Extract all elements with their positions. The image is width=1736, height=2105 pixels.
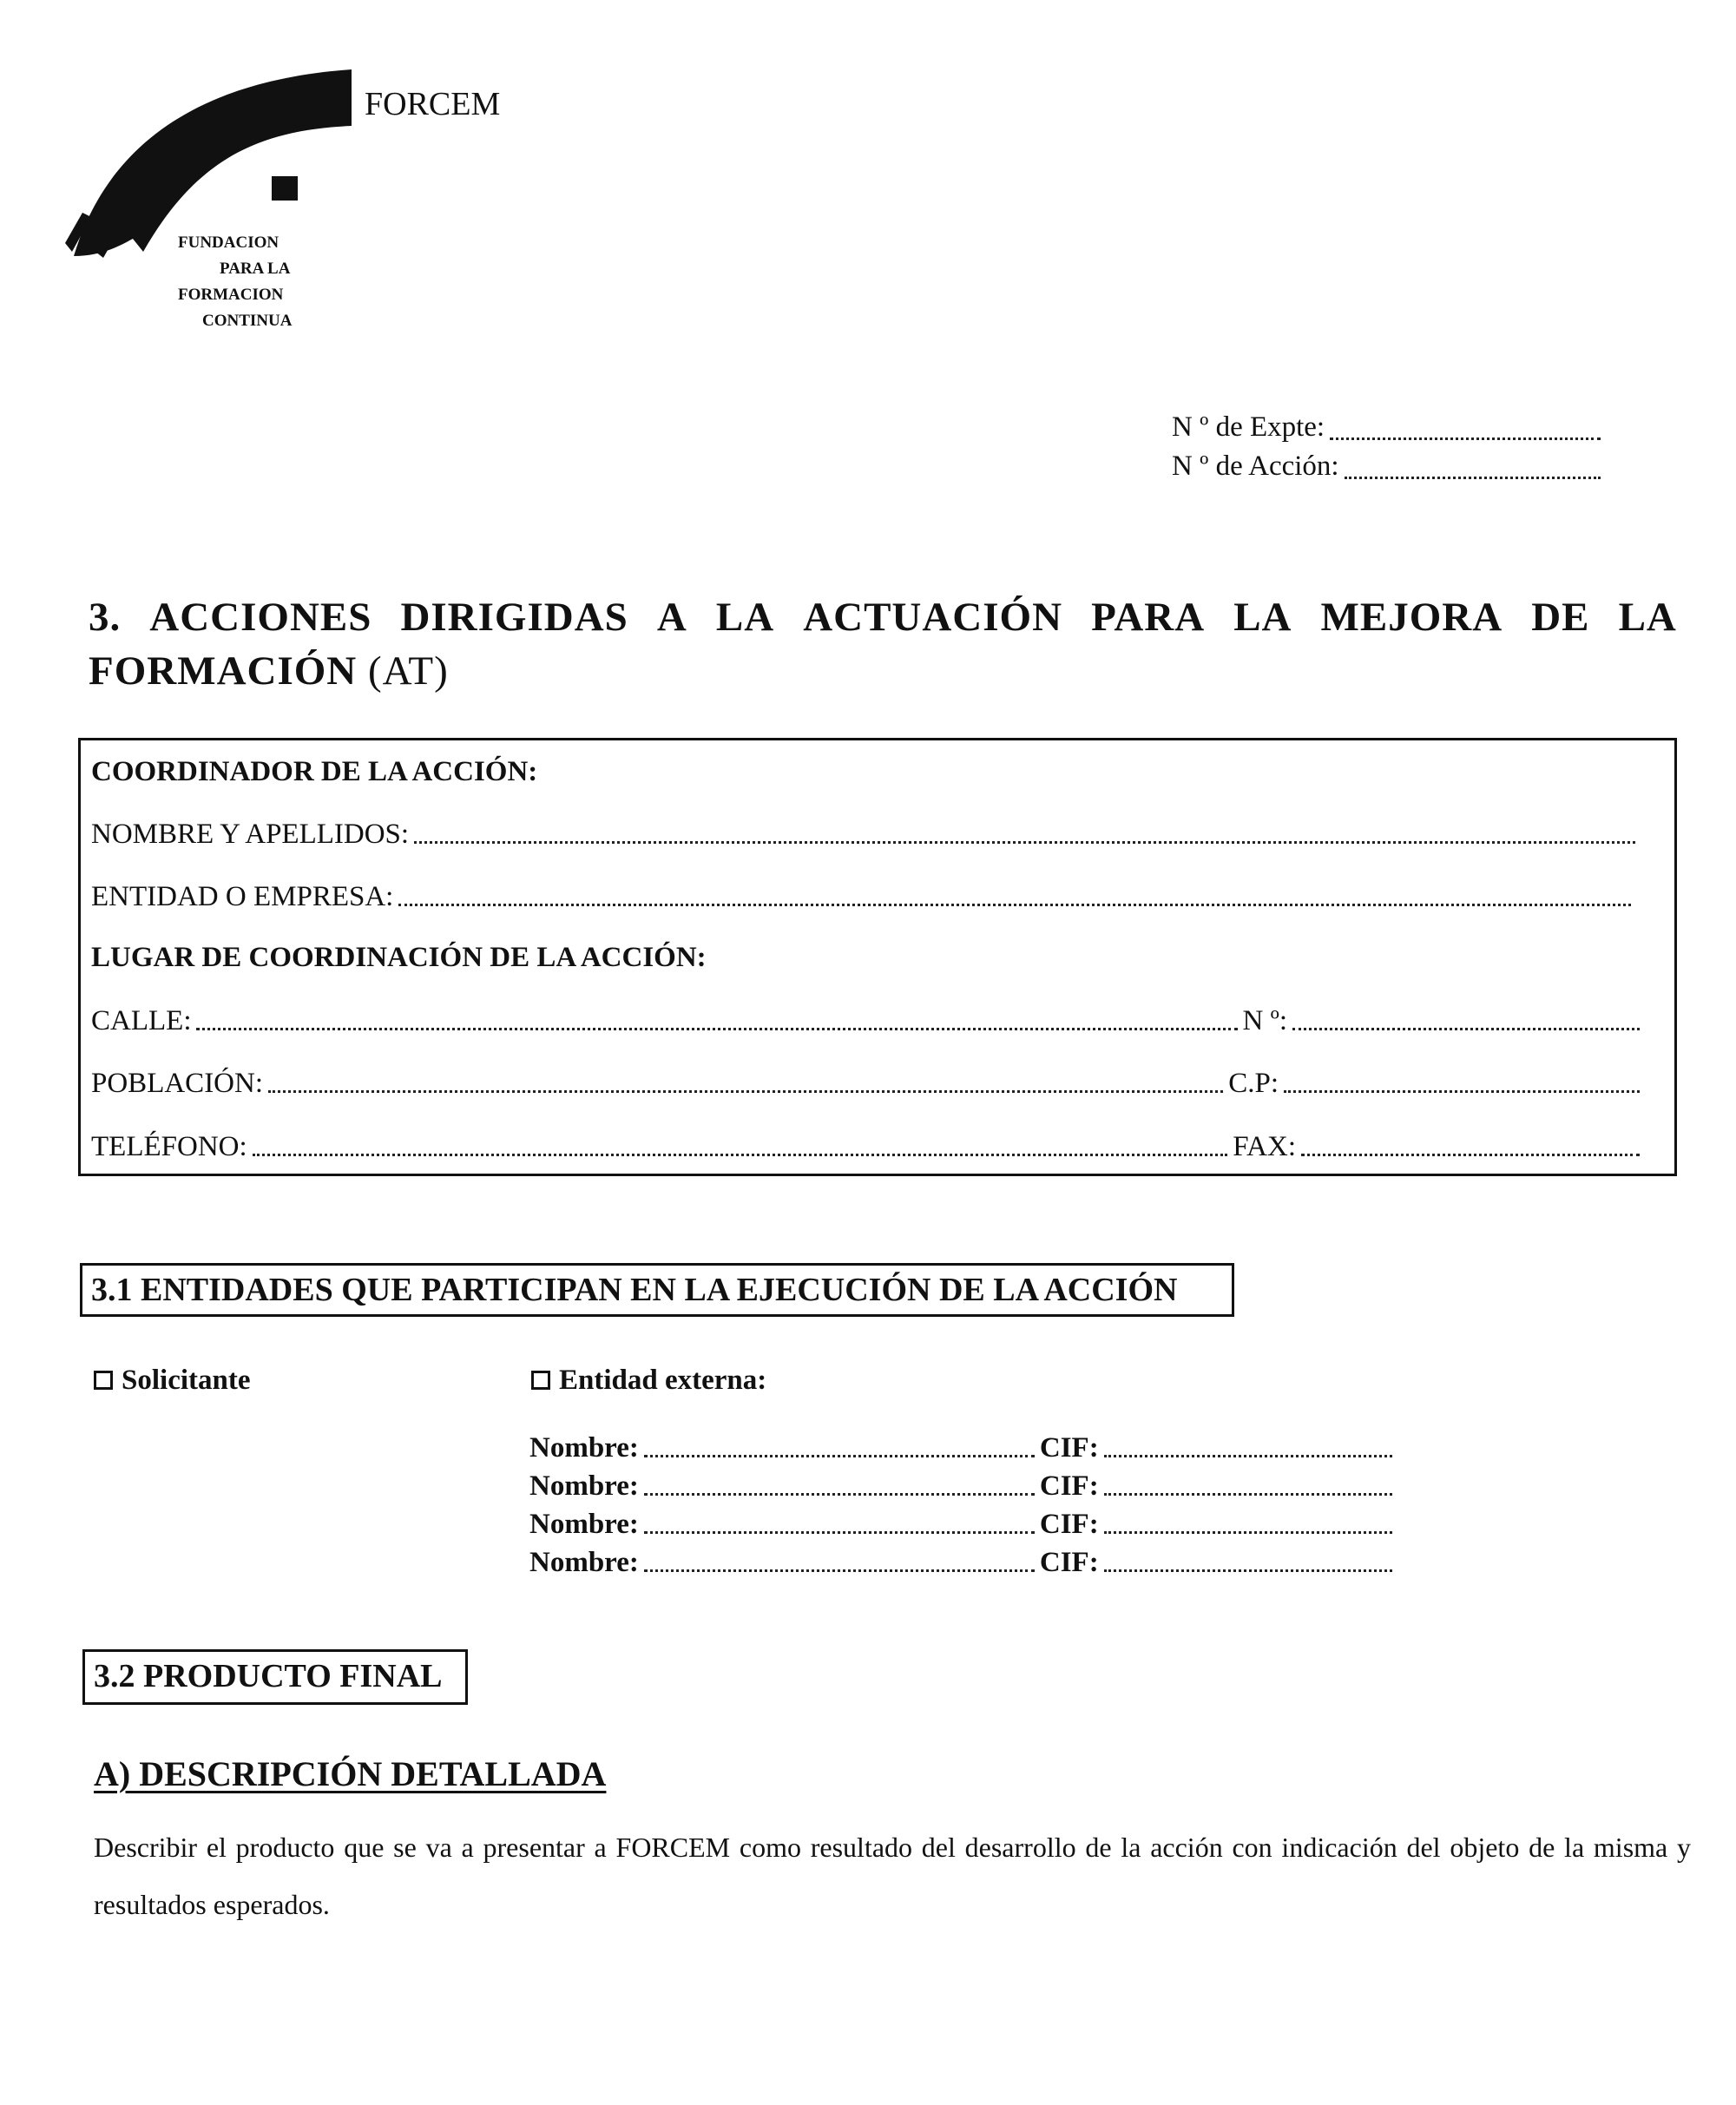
entity-cif-label: CIF: (1039, 1547, 1099, 1578)
title-word: DE (1531, 595, 1590, 640)
entity-cif-label: CIF: (1039, 1470, 1099, 1502)
title-line-2 (89, 644, 1677, 698)
entity-cif-label: CIF: (1039, 1509, 1099, 1540)
entity-dotted-line[interactable] (398, 904, 1631, 906)
town-dotted-line[interactable] (268, 1090, 1223, 1093)
entity-field[interactable] (91, 881, 1636, 913)
phone-row (91, 1131, 1645, 1163)
entity-name-label: Nombre: (529, 1470, 639, 1502)
title-word: A (656, 595, 687, 640)
town-row (91, 1068, 1645, 1100)
postcode-label: C.P: (1228, 1068, 1279, 1099)
name-dotted-line[interactable] (414, 841, 1635, 844)
title-word: MEJORA (1320, 595, 1503, 640)
street-dotted-line[interactable] (196, 1028, 1237, 1030)
entity-label: ENTIDAD O EMPRESA: (91, 881, 394, 912)
entity-name-dotted-line[interactable] (644, 1455, 1035, 1457)
accion-label: N º de Acción: (1172, 451, 1339, 482)
title-word: ACCIONES (149, 595, 372, 640)
name-label: NOMBRE Y APELLIDOS: (91, 819, 410, 850)
section-32-title: 3.2 PRODUCTO FINAL (82, 1649, 468, 1705)
title-bold-part: FORMACIÓN (89, 648, 358, 694)
external-checkbox[interactable] (531, 1371, 550, 1390)
town-label: POBLACIÓN: (91, 1068, 264, 1099)
title-line-1 (89, 590, 1677, 644)
fax-dotted-line[interactable] (1301, 1154, 1640, 1156)
accion-field[interactable] (1172, 447, 1606, 486)
coordinator-heading: COORDINADOR DE LA ACCIÓN: (91, 756, 538, 787)
description-text: Describir el producto que se va a presentar a FORCEM como resultado del desarrollo de la acción con indicación del objeto de la misma y resultados esperados. (94, 1832, 1691, 1920)
title-word: 3. (89, 595, 122, 640)
entity-row (529, 1509, 1397, 1541)
street-row (91, 1005, 1645, 1037)
description-heading: A) DESCRIPCIÓN DETALLADA (94, 1754, 607, 1793)
section-31-title: 3.1 ENTIDADES QUE PARTICIPAN EN LA EJECUCIÓN DE LA ACCIÓN (80, 1263, 1234, 1317)
entity-name-label: Nombre: (529, 1432, 639, 1464)
number-label: N º: (1242, 1005, 1287, 1036)
entity-cif-dotted-line[interactable] (1104, 1569, 1392, 1572)
title-abbreviation: (AT) (368, 648, 449, 694)
entity-cif-dotted-line[interactable] (1104, 1531, 1392, 1534)
logo-subtitle-line: CONTINUA (202, 312, 293, 330)
option-applicant[interactable] (94, 1365, 250, 1397)
title-word: LA (715, 595, 775, 640)
option-external[interactable] (531, 1365, 766, 1397)
expediente-label: N º de Expte: (1172, 411, 1325, 443)
fax-label: FAX: (1233, 1131, 1296, 1162)
entity-cif-dotted-line[interactable] (1104, 1455, 1392, 1457)
logo-subtitle-line: FUNDACION (178, 234, 279, 252)
brand-name: FORCEM (365, 86, 501, 122)
postcode-dotted-line[interactable] (1284, 1090, 1640, 1093)
title-word: LA (1618, 595, 1677, 640)
logo-subtitle-line: PARA LA (220, 260, 291, 278)
logo-subtitle (178, 230, 292, 334)
expediente-field[interactable] (1172, 408, 1606, 447)
applicant-label: Solicitante (122, 1365, 251, 1396)
title-word: PARA (1091, 595, 1206, 640)
entity-name-label: Nombre: (529, 1509, 639, 1540)
phone-label: TELÉFONO: (91, 1131, 247, 1162)
applicant-checkbox[interactable] (94, 1371, 113, 1390)
entity-name-label: Nombre: (529, 1547, 639, 1578)
logo-subtitle-line: FORMACION (178, 286, 284, 304)
entity-name-dotted-line[interactable] (644, 1531, 1035, 1534)
entity-row (529, 1432, 1397, 1464)
page-title (89, 590, 1677, 698)
location-heading: LUGAR DE COORDINACIÓN DE LA ACCIÓN: (91, 942, 707, 973)
entity-cif-label: CIF: (1039, 1432, 1099, 1464)
entity-name-dotted-line[interactable] (644, 1569, 1035, 1572)
entity-row (529, 1547, 1397, 1579)
reference-block (1172, 408, 1606, 486)
title-word: LA (1233, 595, 1292, 640)
expediente-dotted-line[interactable] (1330, 437, 1601, 440)
phone-dotted-line[interactable] (253, 1154, 1228, 1156)
street-label: CALLE: (91, 1005, 192, 1036)
number-dotted-line[interactable] (1292, 1028, 1640, 1030)
entity-row (529, 1470, 1397, 1503)
entity-cif-dotted-line[interactable] (1104, 1493, 1392, 1496)
external-label: Entidad externa: (559, 1365, 767, 1396)
coordinator-box (78, 738, 1677, 1176)
title-word: ACTUACIÓN (803, 595, 1063, 640)
name-field[interactable] (91, 819, 1641, 851)
accion-dotted-line[interactable] (1345, 477, 1601, 479)
entity-name-dotted-line[interactable] (644, 1493, 1035, 1496)
title-word: DIRIGIDAS (400, 595, 628, 640)
